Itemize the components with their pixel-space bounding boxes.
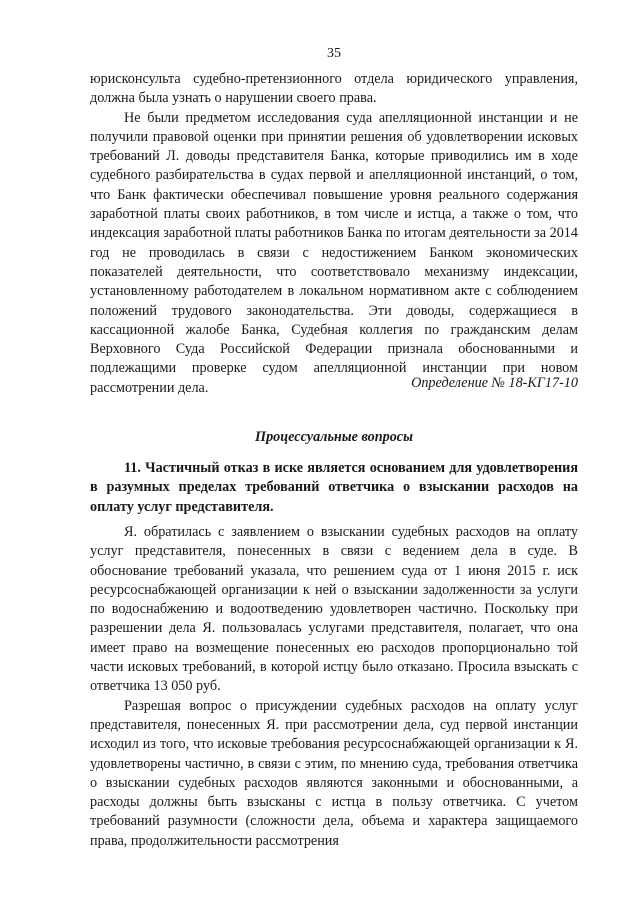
body-text-bottom	[90, 523, 578, 851]
section-title: Процессуальные вопросы	[255, 429, 413, 445]
paragraph-bank-arguments: Не были предметом исследования суда апелляционной инстанции и не получили правовой оценки при принятии решения об удовлетворении исковых требований Л. доводы представителя Банка, которые приводились им в ходе судебного разбирательства в судах первой и апелляционной инстанций, о том, что Банк фактически обеспечивал повышение уровня реального содержания заработной платы своих работников, в том числе и истца, а также о том, что индексация заработной платы работников Банка по итогам деятельности за 2014 год не проводилась в связи с недостижением Банком экономических показателей деятельности, что соответствовало механизму индексации, установленному работодателем в локальном нормативном акте с соблюдением положений трудового законодательства. Эти доводы, содержащиеся в кассационной жалобе Банка, Судебная коллегия по гражданским делам Верховного Суда Российской Федерации признала обоснованными и подлежащими проверке судом апелляционной инстанции при новом рассмотрении дела.	[90, 109, 578, 396]
page-number: 35	[327, 46, 341, 61]
paragraph-continuation: юрисконсульта судебно-претензионного отдела юридического управления, должна была узнать о нарушении своего права.	[90, 71, 578, 107]
headnote: 11. Частичный отказ в иске является основанием для удовлетворения в разумных пределах требований ответчика о взыскании расходов на оплату услуг представителя.	[90, 460, 578, 515]
paragraph-court-reasoning: Разрешая вопрос о присуждении судебных расходов на оплату услуг представителя, понесенных Я. при рассмотрении дела, суд первой инстанции исходил из того, что исковые требования ресурсоснабжающей организации к Я. удовлетворены частично, в связи с этим, по мнению суда, требования ответчика о взыскании судебных расходов являются законными и обоснованными, а расходы должны быть взысканы с истца в пользу ответчика. С учетом требований разумности (сложности дела, объема и характера защищаемого права, продолжительности рассмотрения	[90, 697, 578, 849]
body-text-top	[90, 70, 578, 398]
paragraph-claim: Я. обратилась с заявлением о взыскании судебных расходов на оплату услуг представителя, понесенных в связи с ведением дела в суде. В обоснование требований указала, что решением суда от 1 июня 2015 г. иск ресурсоснабжающей организации к ней о взыскании задолженности за услуги по водоснабжению и водоотведению удовлетворен частично. Поскольку при разрешении дела Я. пользовалась услугами представителя, полагает, что она имеет право на возмещение понесенных ею расходов пропорционально той части исковых требований, в которой истцу было отказано. Просила взыскать с ответчика 13 050 руб.	[90, 524, 578, 695]
case-citation: Определение № 18-КГ17-10	[411, 375, 578, 391]
